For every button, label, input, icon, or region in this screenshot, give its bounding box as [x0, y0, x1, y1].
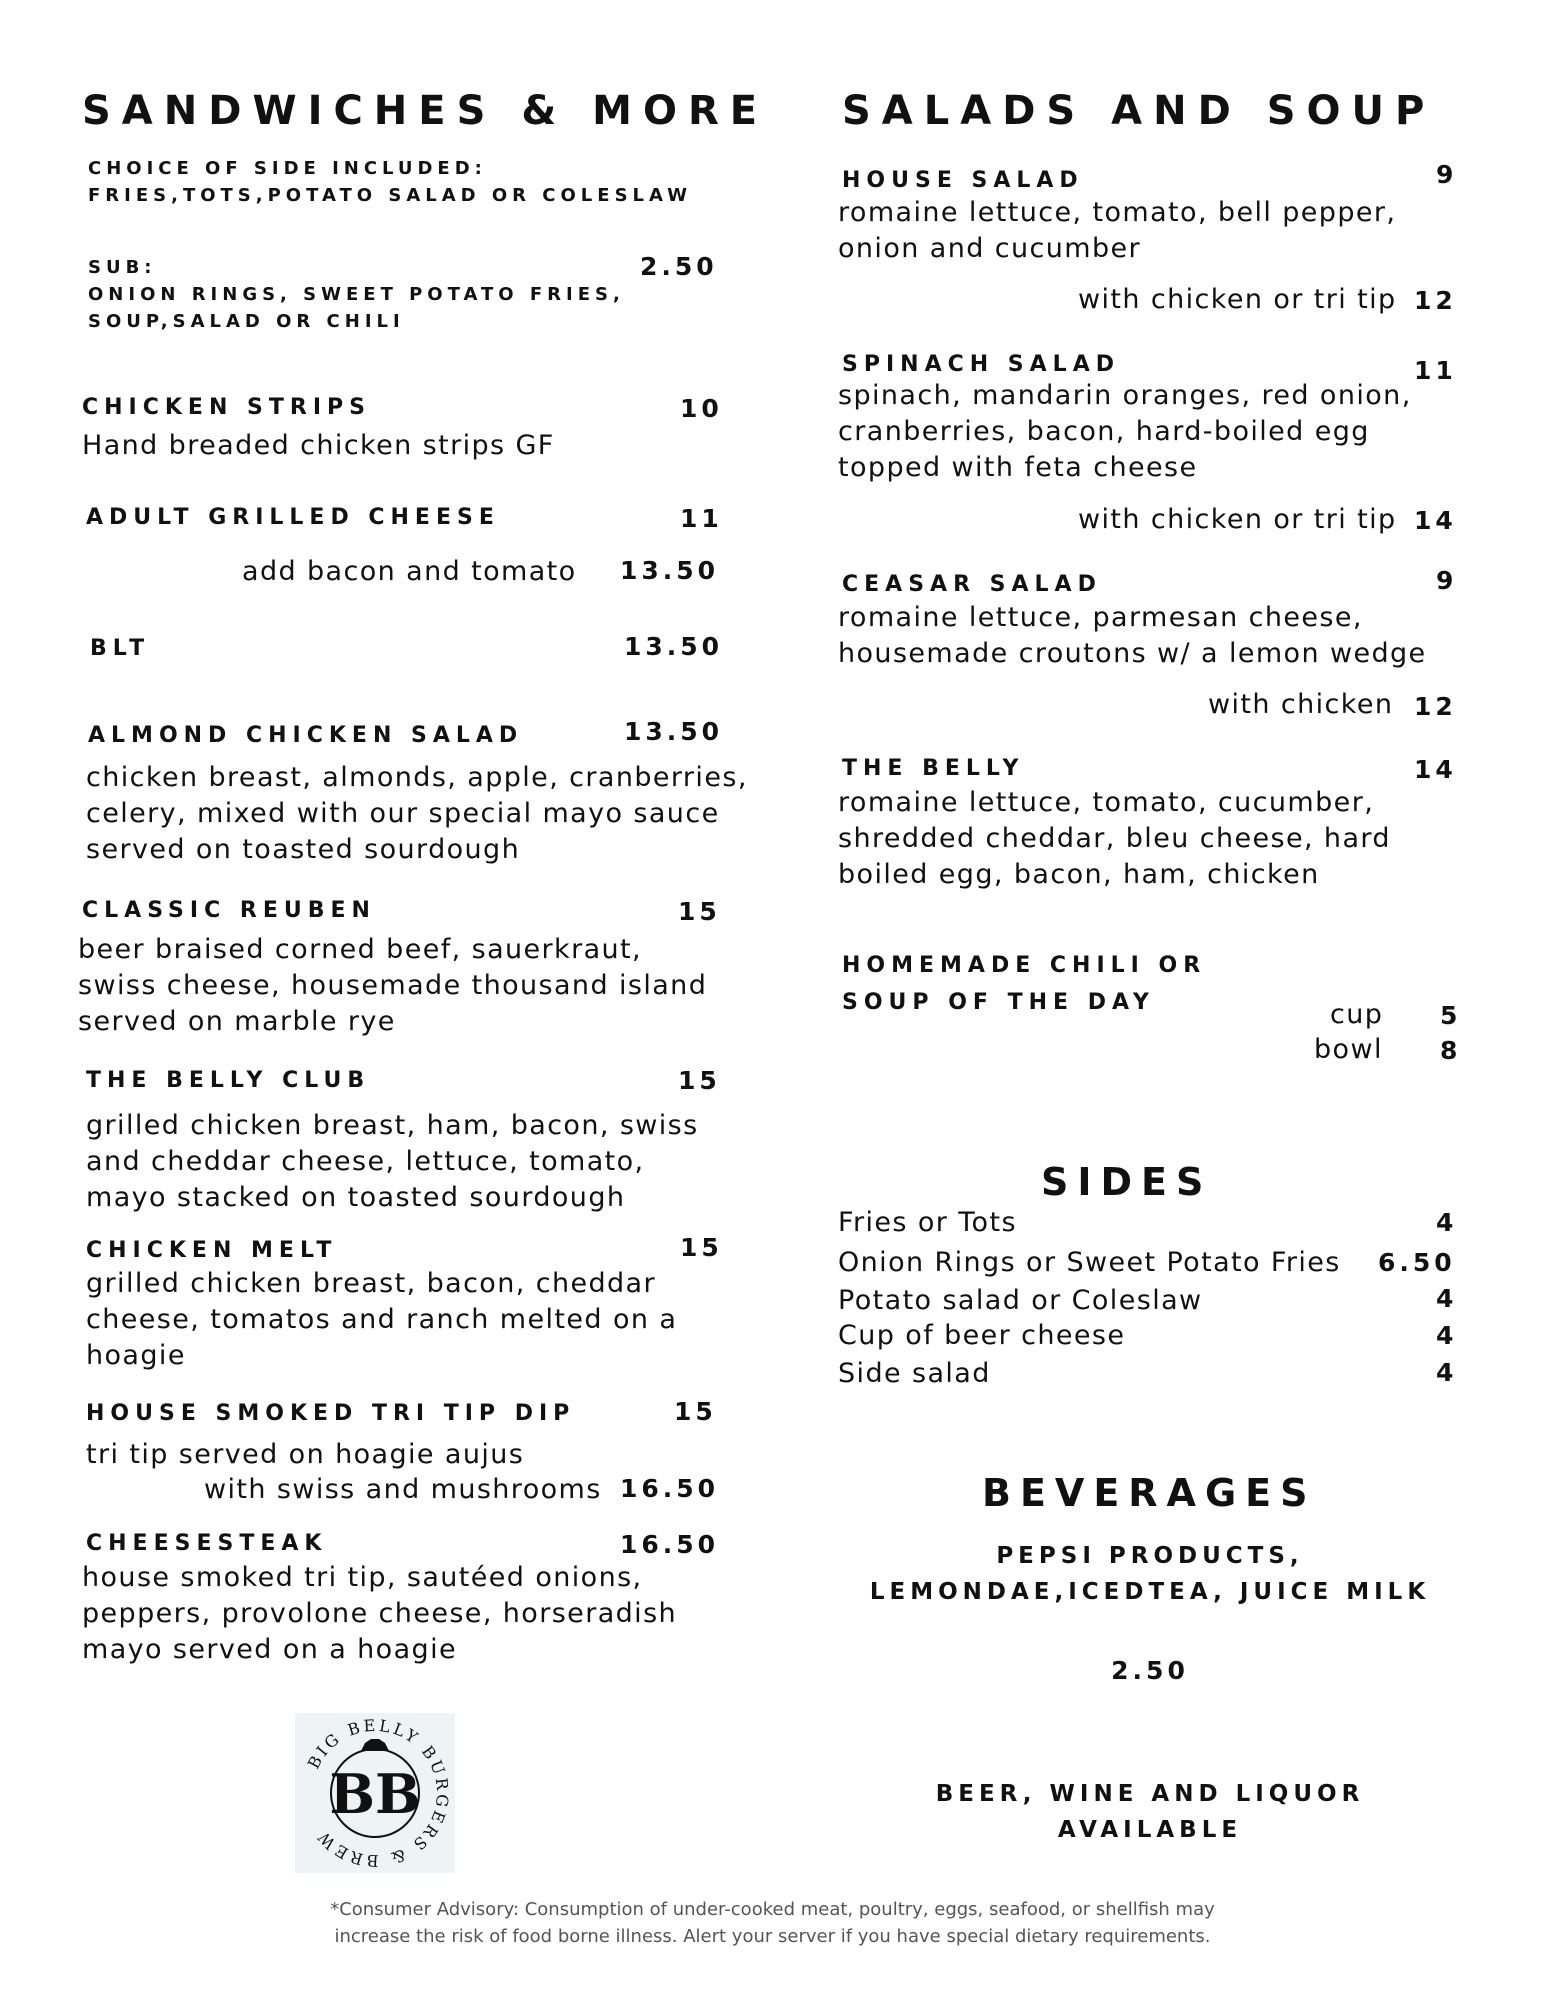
item-desc-ceasar-salad: romaine lettuce, parmesan cheese, housemade croutons w/ a lemon wedge: [838, 602, 1427, 669]
alcohol-available: BEER, WINE AND LIQUOR AVAILABLE: [935, 1781, 1365, 1843]
logo-ring-text: BIG BELLY BURGERS & BREW: [303, 1715, 453, 1871]
item-addon-price-tri-tip-dip: 16.50: [620, 1474, 720, 1503]
item-addon-ceasar-salad: with chicken: [1208, 689, 1394, 720]
item-desc-almond-chicken-salad: chicken breast, almonds, apple, cranberries, celery, mixed with our special mayo sauce served on toasted sourdough: [86, 762, 748, 865]
item-name-ceasar-salad: CEASAR SALAD: [842, 572, 1102, 597]
soup-cup-label: cup: [1330, 999, 1384, 1030]
side-price-beer-cheese: 4: [1436, 1321, 1458, 1350]
beverage-products: PEPSI PRODUCTS, LEMONDAE,ICEDTEA, JUICE MILK: [869, 1543, 1431, 1605]
soup-bowl-label: bowl: [1314, 1034, 1383, 1065]
item-addon-adult-grilled-cheese: add bacon and tomato: [242, 556, 577, 587]
item-price-spinach-salad: 11: [1414, 356, 1457, 385]
side-name-side-salad: Side salad: [838, 1358, 991, 1389]
item-price-tri-tip-dip: 15: [674, 1397, 717, 1426]
beverage-price: 2.50: [1111, 1656, 1189, 1685]
soup-bowl-price: 8: [1440, 1036, 1462, 1065]
sub-price: 2.50: [640, 252, 718, 281]
item-name-the-belly: THE BELLY: [842, 756, 1025, 781]
item-price-classic-reuben: 15: [678, 897, 721, 926]
item-name-the-belly-club: THE BELLY CLUB: [86, 1068, 371, 1093]
sandwiches-title: SANDWICHES & MORE: [82, 88, 769, 134]
side-name-potato-salad: Potato salad or Coleslaw: [838, 1285, 1203, 1316]
item-name-blt: BLT: [90, 636, 151, 661]
logo-monogram: BB: [329, 1762, 421, 1826]
item-desc-house-salad: romaine lettuce, tomato, bell pepper, onion and cucumber: [838, 197, 1397, 264]
consumer-advisory: *Consumer Advisory: Consumption of under-cooked meat, poultry, eggs, seafood, or shellfish may increase the risk of food borne illness. Alert your server if you have special dietary requirements.: [330, 1899, 1215, 1947]
item-addon-price-spinach-salad: 14: [1414, 506, 1457, 535]
item-addon-price-ceasar-salad: 12: [1414, 692, 1457, 721]
item-addon-spinach-salad: with chicken or tri tip: [1078, 504, 1397, 535]
item-price-cheesesteak: 16.50: [620, 1530, 720, 1559]
item-price-blt: 13.50: [624, 632, 724, 661]
item-desc-the-belly-club: grilled chicken breast, ham, bacon, swiss and cheddar cheese, lettuce, tomato, mayo stacked on toasted sourdough: [86, 1110, 699, 1213]
side-name-fries-tots: Fries or Tots: [838, 1207, 1017, 1238]
item-name-chicken-strips: CHICKEN STRIPS: [82, 395, 371, 420]
item-name-classic-reuben: CLASSIC REUBEN: [82, 898, 376, 923]
big-belly-logo: [295, 1713, 455, 1873]
item-desc-chicken-strips: Hand breaded chicken strips GF: [82, 430, 555, 461]
item-name-almond-chicken-salad: ALMOND CHICKEN SALAD: [88, 723, 524, 748]
item-desc-tri-tip-dip: tri tip served on hoagie aujus: [86, 1439, 525, 1470]
beverages-title: BEVERAGES: [982, 1471, 1317, 1515]
soup-cup-price: 5: [1440, 1001, 1462, 1030]
item-name-cheesesteak: CHEESESTEAK: [86, 1531, 328, 1556]
item-price-chicken-melt: 15: [680, 1233, 723, 1262]
item-price-house-salad: 9: [1436, 160, 1458, 189]
item-addon-house-salad: with chicken or tri tip: [1078, 284, 1397, 315]
side-name-beer-cheese: Cup of beer cheese: [838, 1320, 1126, 1351]
item-addon-price-house-salad: 12: [1414, 286, 1457, 315]
item-price-adult-grilled-cheese: 11: [680, 504, 723, 533]
item-desc-chicken-melt: grilled chicken breast, bacon, cheddar cheese, tomatos and ranch melted on a hoagie: [86, 1268, 678, 1371]
item-price-almond-chicken-salad: 13.50: [624, 717, 724, 746]
item-price-ceasar-salad: 9: [1436, 566, 1458, 595]
side-name-onion-rings: Onion Rings or Sweet Potato Fries: [838, 1247, 1341, 1278]
item-price-the-belly-club: 15: [678, 1066, 721, 1095]
side-price-fries-tots: 4: [1436, 1208, 1458, 1237]
sub-note: SUB: ONION RINGS, SWEET POTATO FRIES, SOUP,SALAD OR CHILI: [88, 257, 625, 332]
item-name-spinach-salad: SPINACH SALAD: [842, 352, 1120, 377]
item-name-house-salad: HOUSE SALAD: [842, 168, 1084, 193]
item-name-chili-soup: HOMEMADE CHILI OR SOUP OF THE DAY: [842, 953, 1207, 1015]
side-price-side-salad: 4: [1436, 1358, 1458, 1387]
item-desc-classic-reuben: beer braised corned beef, sauerkraut, swiss cheese, housemade thousand island served on marble rye: [78, 934, 708, 1037]
item-name-adult-grilled-cheese: ADULT GRILLED CHEESE: [86, 505, 500, 530]
item-desc-cheesesteak: house smoked tri tip, sautéed onions, peppers, provolone cheese, horseradish mayo served on a hoagie: [82, 1562, 678, 1665]
item-price-the-belly: 14: [1414, 755, 1457, 784]
sides-title: SIDES: [1041, 1160, 1213, 1204]
item-addon-price-adult-grilled-cheese: 13.50: [620, 556, 720, 585]
side-price-onion-rings: 6.50: [1378, 1248, 1456, 1277]
item-price-chicken-strips: 10: [680, 394, 723, 423]
side-price-potato-salad: 4: [1436, 1284, 1458, 1313]
salads-title: SALADS AND SOUP: [842, 88, 1436, 134]
item-desc-spinach-salad: spinach, mandarin oranges, red onion, cranberries, bacon, hard-boiled egg topped with feta cheese: [838, 380, 1412, 483]
side-included-note: CHOICE OF SIDE INCLUDED: FRIES,TOTS,POTATO SALAD OR COLESLAW: [88, 158, 692, 206]
item-name-chicken-melt: CHICKEN MELT: [86, 1238, 338, 1263]
item-addon-tri-tip-dip: with swiss and mushrooms: [204, 1474, 602, 1505]
item-name-tri-tip-dip: HOUSE SMOKED TRI TIP DIP: [86, 1401, 576, 1426]
item-desc-the-belly: romaine lettuce, tomato, cucumber, shredded cheddar, bleu cheese, hard boiled egg, bacon, ham, chicken: [838, 787, 1391, 890]
